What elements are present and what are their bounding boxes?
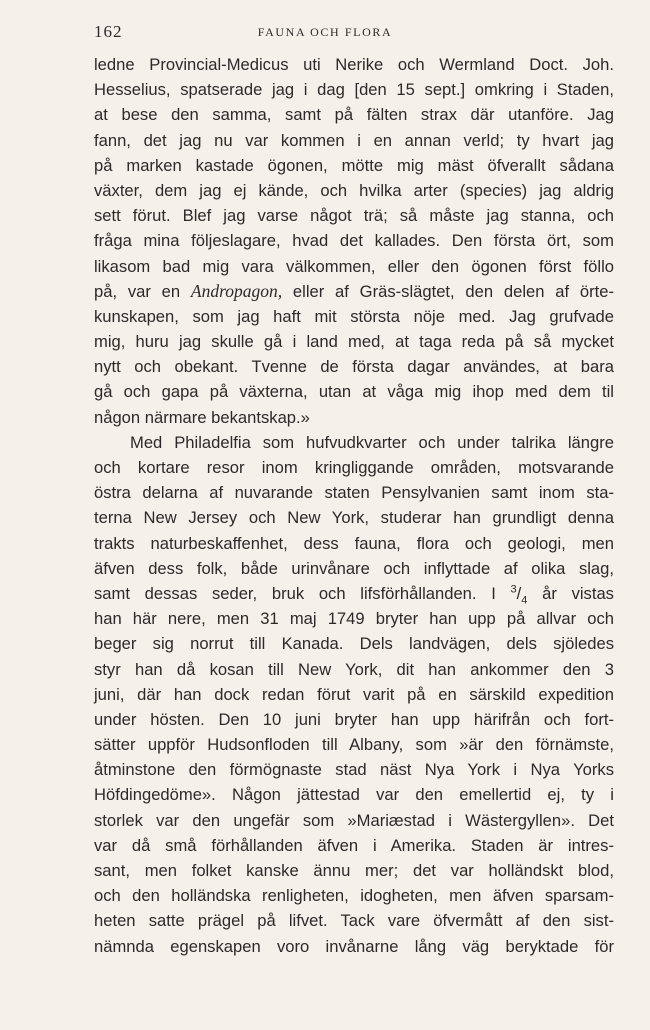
text-segment: år vistas [527, 583, 614, 603]
text-line: juni, där han dock redan förut varit på en särskild expedition [94, 684, 614, 704]
text-segment: / [516, 583, 522, 603]
text-segment: samt dessas seder, bruk och lifsförhållanden. I [94, 583, 511, 603]
text-line: var då små förhållanden äfven i Amerika. Staden är intres- [94, 835, 614, 855]
text-line: sett förut. Blef jag varse något trä; så måste jag stanna, och [94, 206, 614, 226]
text-line: någon närmare bekantskap.» [94, 407, 310, 427]
page-number: 162 [94, 22, 123, 41]
text-line: beger sig norrut till Kanada. Dels landvägen, dels sjöledes [94, 634, 614, 654]
text-line: fann, det jag nu var kommen i en annan verld; ty hvart jag [94, 130, 614, 150]
text-segment: eller af Gräs-slägtet, den delen af örte- [282, 281, 614, 301]
text-segment: på, var en [94, 281, 191, 301]
body-text [94, 52, 614, 959]
text-line: at bese den samma, samt på fälten strax där utanföre. Jag [94, 105, 614, 125]
text-line: östra delarna af nuvarande staten Pensylvanien samt inom sta- [94, 483, 614, 503]
text-line: trakts naturbeskaffenhet, dess fauna, flora och geologi, men [94, 533, 614, 553]
text-line: och den holländska renligheten, idogheten, men äfven sparsam- [94, 886, 614, 906]
text-line: nytt och obekant. Tvenne de första dagar användes, at bara [94, 357, 614, 377]
text-line [94, 279, 614, 304]
text-line: terna New Jersey och New York, studerar han grundligt denna [94, 508, 614, 528]
text-line: likasom bad mig vara välkommen, eller den ögonen först föllo [94, 256, 614, 276]
text-line: styr han då kosan till New York, dit han ankommer den 3 [94, 659, 614, 679]
text-line: kunskapen, som jag haft mit största nöje med. Jag grufvade [94, 306, 614, 326]
text-segment: 4 [521, 594, 528, 607]
text-line: nämnda egenskapen voro invånarne lång väg beryktade för [94, 936, 614, 956]
text-line: åtminstone den förmögnaste stad näst Nya York i Nya Yorks [94, 760, 614, 780]
text-line: mig, huru jag skulle gå i land med, at taga reda på så mycket [94, 332, 614, 352]
text-line: han här nere, men 31 maj 1749 bryter han upp på allvar och [94, 609, 614, 629]
text-line: Hesselius, spatserade jag i dag [den 15 sept.] omkring i Staden, [94, 80, 614, 100]
page-header [94, 22, 556, 44]
text-line: heten satte prägel på lifvet. Tack vare öfvermått af den sist- [94, 911, 614, 931]
text-line: gå och gapa på växterna, utan at våga mig ihop med dem til [94, 382, 614, 402]
text-line: äfven dess folk, både urinvånare och inflyttade af olika slag, [94, 558, 614, 578]
running-head: FAUNA OCH FLORA [257, 25, 393, 39]
text-line [94, 581, 614, 606]
text-line: Med Philadelfia som hufvudkvarter och under talrika längre [130, 432, 614, 452]
text-line: storlek var den ungefär som »Mariæstad i Wästergyllen». Det [94, 810, 614, 830]
italic-term: Andropagon, [190, 280, 283, 301]
text-line: under hösten. Den 10 juni bryter han upp härifrån och fort- [94, 709, 614, 729]
text-line: Höfdingedöme». Någon jättestad var den emellertid ej, ty i [94, 785, 614, 805]
text-line: fråga mina följeslagare, hvad det kallades. Den första ört, som [94, 231, 614, 251]
text-line: ledne Provincial-Medicus uti Nerike och Wermland Doct. Joh. [94, 55, 614, 74]
text-line: sant, men folket kanske ännu mer; det var holländskt blod, [94, 861, 614, 880]
text-line: på marken kastade ögonen, mötte mig mäst öfverallt sådana [94, 155, 614, 175]
text-segment: 3 [510, 583, 517, 596]
text-line: sätter uppför Hudsonfloden till Albany, som »är den förnämste, [94, 735, 614, 755]
text-line: och kortare resor inom kringliggande områden, motsvarande [94, 458, 614, 477]
text-line: växter, dem jag ej kände, och hvilka arter (species) jag aldrig [94, 180, 614, 200]
